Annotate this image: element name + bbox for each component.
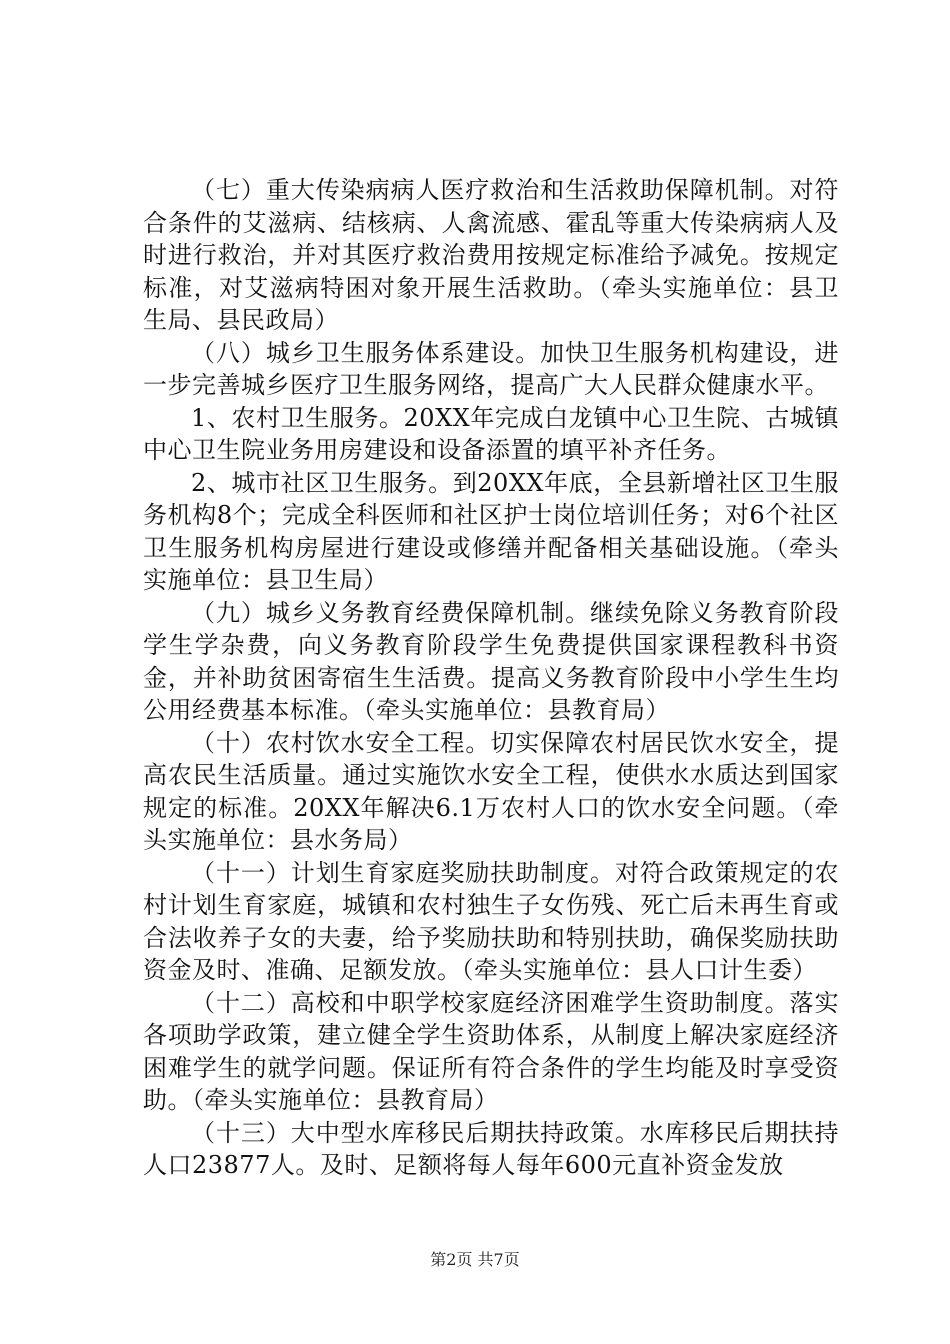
paragraph-9: （九）城乡义务教育经费保障机制。继续免除义务教育阶段学生学杂费，向义务教育阶段学生免费提供国家课程教科书资金，并补助贫困寄宿生生活费。提高义务教育阶段中小学生生均公用经费基本标准。（牵头实施单位：县教育局） xyxy=(143,598,839,724)
paragraph-11: （十一）计划生育家庭奖励扶助制度。对符合政策规定的农村计划生育家庭，城镇和农村独生子女伤残、死亡后未再生育或合法收养子女的夫妻，给予奖励扶助和特别扶助，确保奖励扶助资金及时、准确、足额发放。（牵头实施单位：县人口计生委） xyxy=(143,858,839,984)
document-body xyxy=(143,174,839,1182)
page-footer: 第2页 共7页 xyxy=(430,1250,520,1269)
paragraph-8-2: 2、城市社区卫生服务。到20XX年底，全县新增社区卫生服务机构8个；完成全科医师和社区护士岗位培训任务；对6个社区卫生服务机构房屋进行建设或修缮并配备相关基础设施。（牵头实施单位：县卫生局） xyxy=(143,468,839,594)
paragraph-12: （十二）高校和中职学校家庭经济困难学生资助制度。落实各项助学政策，建立健全学生资助体系，从制度上解决家庭经济困难学生的就学问题。保证所有符合条件的学生均能及时享受资助。（牵头实施单位：县教育局） xyxy=(143,988,839,1114)
paragraph-10: （十）农村饮水安全工程。切实保障农村居民饮水安全，提高农民生活质量。通过实施饮水安全工程，使供水水质达到国家规定的标准。20XX年解决6.1万农村人口的饮水安全问题。（牵头实施单位：县水务局） xyxy=(143,728,839,854)
paragraph-13: （十三）大中型水库移民后期扶持政策。水库移民后期扶持人口23877人。及时、足额将每人每年600元直补资金发放 xyxy=(143,1118,839,1179)
paragraph-8: （八）城乡卫生服务体系建设。加快卫生服务机构建设，进一步完善城乡医疗卫生服务网络，提高广大人民群众健康水平。 xyxy=(143,338,839,399)
paragraph-8-1: 1、农村卫生服务。20XX年完成白龙镇中心卫生院、古城镇中心卫生院业务用房建设和设备添置的填平补齐任务。 xyxy=(143,403,839,464)
paragraph-7: （七）重大传染病病人医疗救治和生活救助保障机制。对符合条件的艾滋病、结核病、人禽流感、霍乱等重大传染病病人及时进行救治，并对其医疗救治费用按规定标准给予减免。按规定标准，对艾滋病特困对象开展生活救助。（牵头实施单位：县卫生局、县民政局） xyxy=(143,176,839,334)
